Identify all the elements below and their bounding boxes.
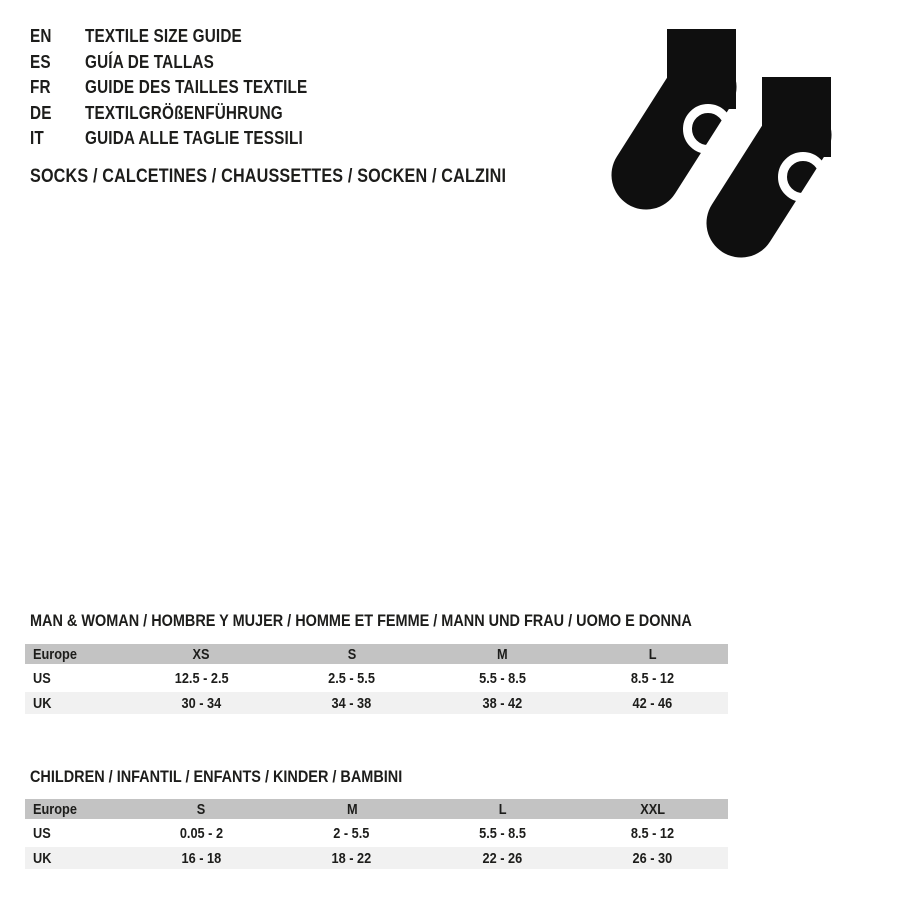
table-row-us: [25, 821, 728, 845]
sock-right-shape: [741, 77, 831, 223]
guide-title-es: GUÍA DE TALLAS: [85, 51, 215, 72]
column-header: XS: [192, 645, 210, 663]
size-cell: 8.5 - 12: [631, 824, 675, 842]
table-header-row: [25, 799, 728, 819]
size-cell: 2 - 5.5: [333, 824, 370, 842]
column-header: M: [496, 645, 508, 663]
language-code: FR: [30, 77, 51, 98]
language-row: [30, 50, 347, 76]
size-cell: 30 - 34: [181, 694, 222, 712]
column-header: Europe: [33, 645, 77, 663]
guide-title-it: GUIDA ALLE TAGLIE TESSILI: [85, 128, 303, 149]
table-title-children: CHILDREN / INFANTIL / ENFANTS / KINDER / BAMBINI: [30, 767, 403, 786]
language-guide-list: [30, 24, 347, 152]
size-cell: 12.5 - 2.5: [174, 669, 229, 687]
guide-title-fr: GUIDE DES TAILLES TEXTILE: [85, 77, 308, 98]
guide-title-en: TEXTILE SIZE GUIDE: [85, 26, 242, 47]
category-line: SOCKS / CALCETINES / CHAUSSETTES / SOCKEN / CALZINI: [30, 166, 507, 187]
language-code: DE: [30, 102, 52, 123]
language-code: ES: [30, 51, 51, 72]
size-cell: 26 - 30: [632, 849, 673, 867]
column-header: L: [498, 800, 507, 818]
size-cell: 5.5 - 8.5: [478, 669, 526, 687]
column-header: L: [648, 645, 657, 663]
guide-title-de: TEXTILGRÖßENFÜHRUNG: [85, 102, 283, 123]
language-row: [30, 75, 347, 101]
row-label: UK: [33, 694, 52, 712]
size-cell: 8.5 - 12: [631, 669, 675, 687]
table-row-uk: [25, 847, 728, 869]
size-cell: 16 - 18: [181, 849, 222, 867]
table-header-row: [25, 644, 728, 664]
size-cell: 18 - 22: [331, 849, 372, 867]
language-code: EN: [30, 26, 52, 47]
column-header: S: [347, 645, 356, 663]
table-title-man-woman: MAN & WOMAN / HOMBRE Y MUJER / HOMME ET FEMME / MANN UND FRAU / UOMO E DONNA: [30, 611, 692, 630]
language-row: [30, 101, 347, 127]
size-cell: 42 - 46: [632, 694, 673, 712]
size-cell: 22 - 26: [482, 849, 523, 867]
language-row: [30, 126, 347, 152]
size-cell: 5.5 - 8.5: [478, 824, 526, 842]
column-header: M: [346, 800, 358, 818]
language-code: IT: [30, 128, 44, 149]
size-cell: 38 - 42: [482, 694, 523, 712]
language-row: [30, 24, 347, 50]
row-label: US: [33, 669, 51, 687]
size-table-man-woman: [25, 644, 728, 716]
size-cell: 2.5 - 5.5: [328, 669, 376, 687]
socks-icon: [613, 25, 845, 270]
column-header: S: [196, 800, 206, 818]
size-cell: 0.05 - 2: [179, 824, 223, 842]
table-row-us: [25, 666, 728, 690]
size-cell: 34 - 38: [331, 694, 372, 712]
row-label: US: [33, 824, 51, 842]
size-table-children: [25, 799, 728, 871]
row-label: UK: [33, 849, 52, 867]
column-header: Europe: [33, 800, 77, 818]
column-header: XXL: [640, 800, 666, 818]
sock-left-shape: [646, 29, 736, 175]
table-row-uk: [25, 692, 728, 714]
